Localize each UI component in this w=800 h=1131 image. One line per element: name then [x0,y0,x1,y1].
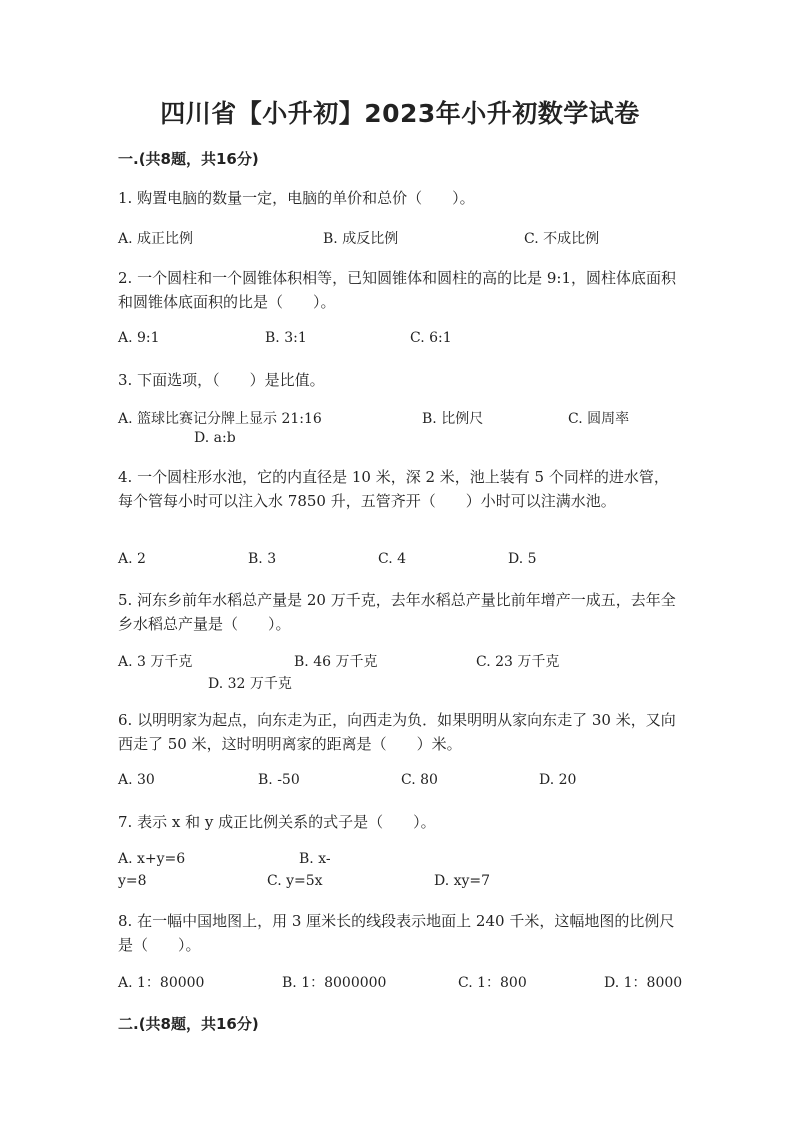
option-8a: A. 1：80000 [118,975,205,991]
option-6d: D. 20 [539,772,577,788]
option-3b: B. 比例尺 [422,411,484,427]
option-1b: B. 成反比例 [323,231,399,247]
option-4d: D. 5 [508,551,537,567]
options-3 [118,408,698,456]
option-8d: D. 1：8000 [604,975,683,991]
option-7b: B. x- [299,851,331,867]
options-5 [118,651,698,699]
question-5: 5. 河东乡前年水稻总产量是 20 万千克，去年水稻总产量比前年增产一成五，去年全乡水稻总产量是（ ）。 [118,591,676,633]
option-6c: C. 80 [401,772,438,788]
question-7: 7. 表示 x 和 y 成正比例关系的式子是（ ）。 [118,813,436,831]
option-7d: D. xy=7 [434,873,491,889]
option-4b: B. 3 [248,551,277,567]
option-5d: D. 32 万千克 [208,676,292,692]
options-7 [118,851,698,899]
option-1a: A. 成正比例 [118,231,194,247]
option-7a: A. x+y=6 [118,851,186,867]
option-3d: D. a:b [194,430,236,446]
option-5b: B. 46 万千克 [294,654,378,670]
question-1: 1. 购置电脑的数量一定，电脑的单价和总价（ ）。 [118,189,475,207]
option-2c: C. 6:1 [410,330,452,346]
option-2a: A. 9:1 [118,330,160,346]
question-3: 3. 下面选项，（ ）是比值。 [118,371,325,389]
section-heading-1: 一.(共8题，共16分) [118,150,259,168]
question-8: 8. 在一幅中国地图上，用 3 厘米长的线段表示地面上 240 千米，这幅地图的比例尺是（ ）。 [118,912,675,954]
option-1c: C. 不成比例 [524,231,600,247]
question-2: 2. 一个圆柱和一个圆锥体积相等，已知圆锥体和圆柱的高的比是 9:1，圆柱体底面积和圆锥体底面积的比是（ ）。 [118,269,676,311]
question-4: 4. 一个圆柱形水池，它的内直径是 10 米，深 2 米，池上装有 5 个同样的进水管，每个管每小时可以注入水 7850 升，五管齐开（ ）小时可以注满水池。 [118,468,669,510]
option-5a: A. 3 万千克 [118,654,193,670]
section-heading-2: 二.(共8题，共16分) [118,1015,259,1033]
question-6: 6. 以明明家为起点，向东走为正，向西走为负．如果明明从家向东走了 30 米，又向西走了 50 米，这时明明离家的距离是（ ）米。 [118,711,676,753]
option-5c: C. 23 万千克 [476,654,560,670]
option-6b: B. -50 [258,772,300,788]
option-7b-cont: y=8 [118,873,147,889]
option-2b: B. 3:1 [265,330,307,346]
option-6a: A. 30 [118,772,155,788]
option-8c: C. 1：800 [458,975,527,991]
option-4c: C. 4 [378,551,407,567]
option-7c: C. y=5x [267,873,323,889]
option-3a: A. 篮球比赛记分牌上显示 21:16 [118,411,322,427]
option-4a: A. 2 [118,551,146,567]
page-title: 四川省【小升初】2023年小升初数学试卷 [160,99,640,128]
option-3c: C. 圆周率 [568,411,630,427]
option-8b: B. 1：8000000 [282,975,387,991]
